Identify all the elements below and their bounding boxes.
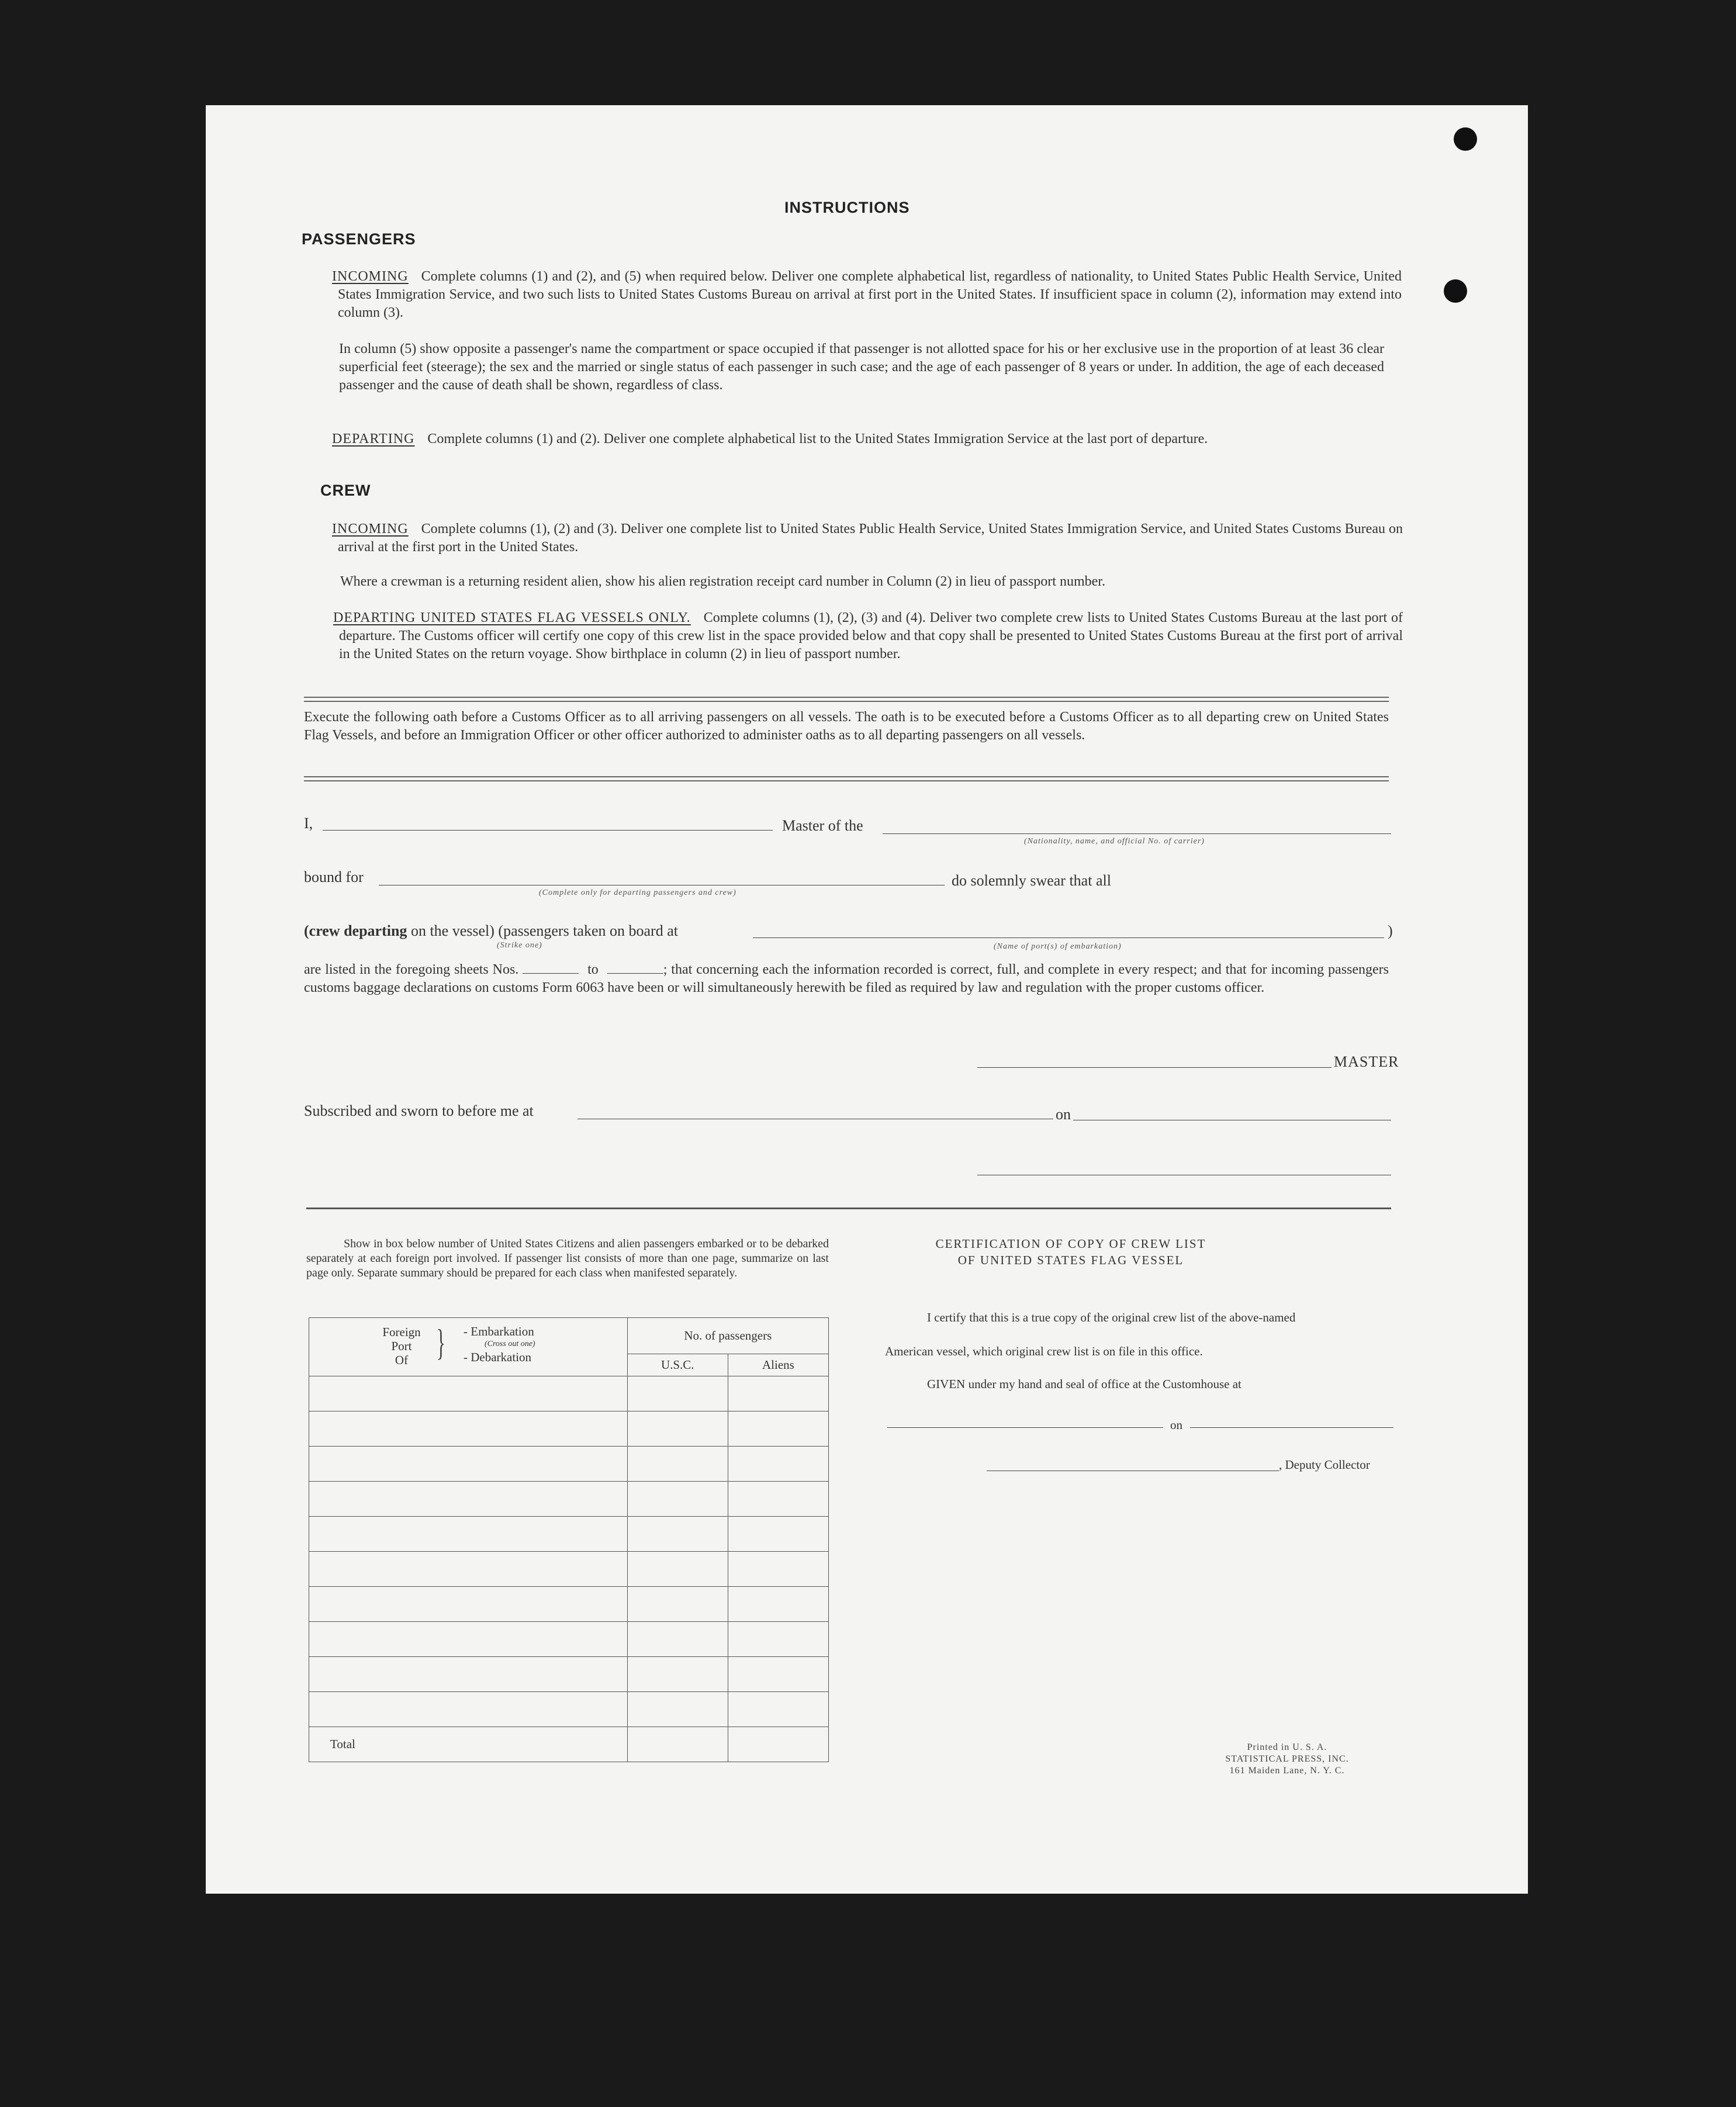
- crew-incoming-paragraph: [319, 520, 1403, 556]
- punch-hole-middle: [1444, 279, 1467, 303]
- oath-instruction: Execute the following oath before a Customs Officer as to all arriving passengers on all vessels. The oath is to be executed before a Customs Officer as to all departing crew on United States Flag Vessels, and before an Immigration Officer or other officer authorized to administer oaths as to all departing passengers on all vessels.: [304, 710, 1389, 743]
- crew-departing-option[interactable]: (crew departing: [304, 922, 407, 939]
- subscribed-label: Subscribed and sworn to before me at: [304, 1102, 534, 1119]
- sheet-to-field[interactable]: [607, 973, 663, 974]
- passengers-column5-paragraph: In column (5) show opposite a passenger's name the compartment or space occupied if that passenger is not allotted space for his or her exclusive use in the proportion of at least 36 clear superficial feet (steerage); the sex and the married or single status of each passenger in such case; and the age of each passenger of 8 years or under. In addition, the age of each deceased passenger and the cause of death shall be shown, regardless of class.: [339, 341, 1384, 393]
- oath-master-of: Master of the: [782, 817, 863, 834]
- aliens-header: Aliens: [728, 1354, 828, 1376]
- certification-heading: [925, 1236, 1217, 1268]
- usc-header: U.S.C.: [627, 1354, 728, 1376]
- table-row[interactable]: [309, 1376, 829, 1411]
- master-name-line[interactable]: [323, 830, 773, 831]
- table-row[interactable]: [309, 1411, 829, 1447]
- table-row[interactable]: [309, 1657, 829, 1692]
- passengers-heading: PASSENGERS: [302, 230, 416, 248]
- summary-header-row: [309, 1318, 829, 1354]
- certification-heading-1: CERTIFICATION OF COPY OF CREW LIST: [935, 1237, 1206, 1251]
- certification-line-1: I certify that this is a true copy of the original crew list of the above-named: [927, 1310, 1296, 1324]
- sheets-text-b: ; that concerning each the information recorded is correct, full, and complete in every respect; and that for incoming passengers customs baggage declarations on customs Form 6063 have been or will simultaneously herewith be filed as required by law and regulation with the proper customs officer.: [304, 962, 1389, 995]
- master-label: MASTER: [1334, 1053, 1399, 1070]
- certification-on: on: [1170, 1418, 1182, 1432]
- crew-departing-text: Complete columns (1), (2), (3) and (4). Deliver two complete crew lists to United States Customs Bureau at the last port of departure. The Customs officer will certify one copy of this crew list in the space provided below and that copy shall be presented to United States Customs Bureau at the first port of arrival in the United States on the return voyage. Show birthplace in column (2) in lieu of passport number.: [339, 610, 1403, 662]
- passengers-departing-label: DEPARTING: [332, 431, 415, 447]
- table-row[interactable]: [309, 1447, 829, 1482]
- ports-hint: (Name of port(s) of embarkation): [994, 942, 1122, 951]
- foreign-port-header: [309, 1318, 628, 1376]
- master-signature-line[interactable]: [977, 1067, 1332, 1068]
- crew-incoming-text: Complete columns (1), (2) and (3). Deliver one complete list to United States Public Health Service, United States Immigration Service, and United States Customs Bureau on arrival at the first port in the United States.: [338, 521, 1403, 555]
- oath-crew-departing: [304, 922, 678, 940]
- sheets-to: to: [587, 962, 599, 977]
- customhouse-date-line[interactable]: [1190, 1427, 1393, 1428]
- subscribed-on: on: [1056, 1106, 1071, 1123]
- table-row[interactable]: [309, 1552, 829, 1587]
- crew-heading: CREW: [320, 482, 371, 499]
- debarkation-label[interactable]: - Debarkation: [464, 1350, 532, 1364]
- brace-mark: }: [436, 1321, 446, 1363]
- passengers-incoming-text: Complete columns (1) and (2), and (5) when required below. Deliver one complete alphabetical list, regardless of nationality, to United States Public Health Service, United States Immigration Service, and two such lists to United States Customs Bureau on arrival at first port in the United States. If insufficient space in column (2), information may extend into column (3).: [338, 269, 1402, 320]
- port-label: Port: [391, 1339, 412, 1353]
- cross-out-hint: (Cross out one): [485, 1340, 535, 1348]
- total-row[interactable]: [309, 1727, 829, 1762]
- divider-lower: [306, 1208, 1391, 1209]
- bound-for-hint: (Complete only for departing passengers and crew): [539, 888, 736, 897]
- foreign-label: Foreign: [382, 1325, 421, 1339]
- passengers-incoming-paragraph: [319, 268, 1402, 322]
- strike-hint: (Strike one): [497, 941, 542, 950]
- ports-close-paren: ): [1388, 922, 1393, 939]
- carrier-hint: (Nationality, name, and official No. of carrier): [1024, 837, 1205, 846]
- sheet-from-field[interactable]: [523, 973, 579, 974]
- passenger-summary-table: [309, 1317, 829, 1762]
- punch-hole-top: [1454, 127, 1477, 151]
- deputy-collector-label: , Deputy Collector: [1279, 1458, 1370, 1472]
- ports-line[interactable]: [753, 937, 1384, 938]
- passengers-departing-paragraph: [319, 430, 1402, 448]
- no-passengers-header: No. of passengers: [627, 1318, 828, 1354]
- oath-i-label: I,: [304, 815, 313, 832]
- certification-line-2: American vessel, which original crew list is on file in this office.: [885, 1344, 1203, 1358]
- page-title: INSTRUCTIONS: [784, 199, 910, 216]
- passengers-incoming-label: INCOMING: [332, 269, 409, 284]
- table-row[interactable]: [309, 1482, 829, 1517]
- divider-instructions: [304, 697, 1389, 702]
- table-row[interactable]: [309, 1692, 829, 1727]
- printer-line-3: 161 Maiden Lane, N. Y. C.: [1229, 1766, 1345, 1776]
- passengers-taken-option[interactable]: (passengers taken on board at: [498, 922, 678, 939]
- table-row[interactable]: [309, 1587, 829, 1622]
- carrier-line[interactable]: [883, 833, 1391, 834]
- oath-swear: do solemnly swear that all: [952, 872, 1111, 889]
- printer-line-2: STATISTICAL PRESS, INC.: [1225, 1754, 1349, 1764]
- crew-departing-paragraph: [320, 609, 1403, 663]
- printer-line-1: Printed in U. S. A.: [1247, 1742, 1327, 1752]
- oath-bound-for: bound for: [304, 869, 364, 885]
- form-sheet: [206, 105, 1528, 1894]
- sheets-text-a: are listed in the foregoing sheets Nos.: [304, 962, 519, 977]
- customhouse-place-line[interactable]: [887, 1427, 1163, 1428]
- crew-departing-label: DEPARTING UNITED STATES FLAG VESSELS ONLY.: [333, 610, 691, 625]
- certification-line-3: GIVEN under my hand and seal of office at the Customhouse at: [927, 1377, 1242, 1391]
- table-row[interactable]: [309, 1622, 829, 1657]
- printer-imprint: [1199, 1742, 1375, 1777]
- crew-incoming-label: INCOMING: [332, 521, 409, 537]
- of-label: Of: [395, 1353, 409, 1367]
- embarkation-label[interactable]: - Embarkation: [464, 1324, 534, 1338]
- crew-resident-paragraph: Where a crewman is a returning resident alien, show his alien registration receipt card number in Column (2) in lieu of passport number.: [340, 574, 1105, 589]
- total-label: Total: [309, 1727, 628, 1762]
- passengers-departing-text: Complete columns (1) and (2). Deliver one complete alphabetical list to the United States Immigration Service at the last port of departure.: [427, 431, 1208, 447]
- certification-heading-2: OF UNITED STATES FLAG VESSEL: [957, 1253, 1184, 1267]
- divider-oath: [304, 776, 1389, 781]
- summary-note: Show in box below number of United States Citizens and alien passengers embarked or to be debarked separately at each foreign port involved. If passenger list consists of more than one page, summarize on last page only. Separate summary should be prepared for each class when manifested separately.: [306, 1237, 829, 1279]
- table-row[interactable]: [309, 1517, 829, 1552]
- oath-sheets-paragraph: [304, 961, 1389, 997]
- on-vessel-text: on the vessel): [410, 922, 494, 939]
